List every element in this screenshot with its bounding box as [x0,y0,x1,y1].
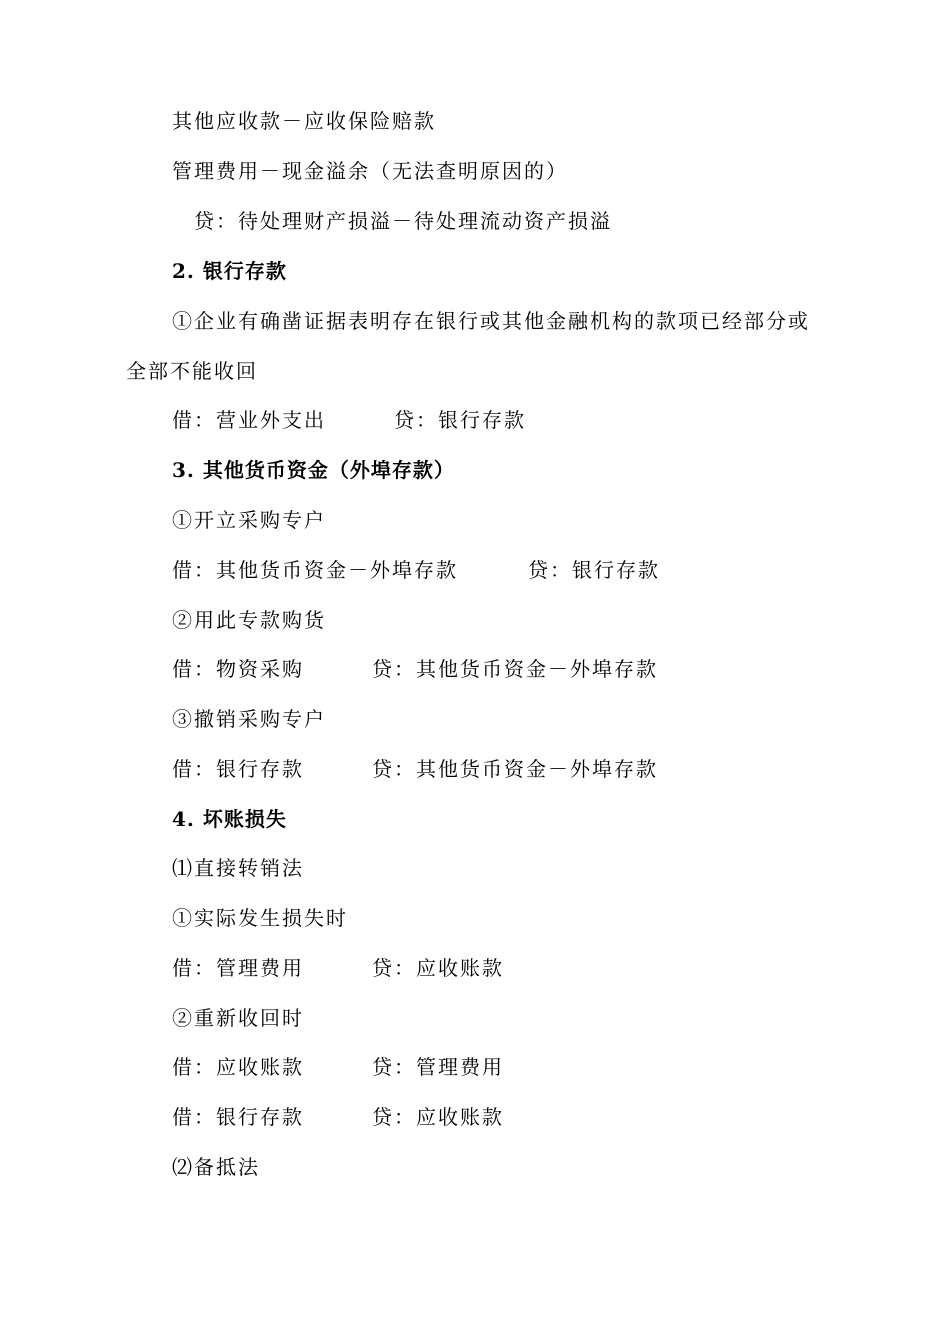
text-line: 管理费用－现金溢余（无法查明原因的） [172,159,568,183]
debit-text: 借：物资采购 [172,657,304,681]
text-line: 贷：待处理财产损溢－待处理流动资产损溢 [194,209,612,233]
text-line: ③撤销采购专户 [172,707,326,731]
journal-entry [172,406,526,434]
credit-text: 贷：其他货币资金－外埠存款 [372,757,658,781]
text-line: ⑴直接转销法 [172,856,304,880]
text-line: ①开立采购专户 [172,508,326,532]
text-line: ②重新收回时 [172,1006,304,1030]
credit-text: 贷：应收账款 [372,956,504,980]
text-line: ①实际发生损失时 [172,906,348,930]
text-line: ②用此专款购货 [172,608,326,632]
section-heading: 4. 坏账损失 [172,807,287,831]
journal-entry [172,1053,504,1081]
debit-text: 借：营业外支出 [172,408,326,432]
journal-entry [172,556,660,584]
section-heading: 2. 银行存款 [172,259,287,283]
debit-text: 借：管理费用 [172,956,304,980]
debit-text: 借：应收账款 [172,1055,304,1079]
journal-entry [172,954,504,982]
text-line: ①企业有确凿证据表明存在银行或其他金融机构的款项已经部分或 [172,309,810,333]
journal-entry [172,1103,504,1131]
credit-text: 贷：应收账款 [372,1105,504,1129]
debit-text: 借：银行存款 [172,1105,304,1129]
journal-entry [172,655,658,683]
credit-text: 贷：银行存款 [528,558,660,582]
debit-text: 借：银行存款 [172,757,304,781]
journal-entry [172,755,658,783]
credit-text: 贷：银行存款 [394,408,526,432]
credit-text: 贷：管理费用 [372,1055,504,1079]
text-line: 全部不能收回 [126,359,258,383]
text-line: 其他应收款－应收保险赔款 [172,109,436,133]
debit-text: 借：其他货币资金－外埠存款 [172,558,458,582]
section-heading: 3. 其他货币资金（外埠存款） [172,458,455,482]
text-line: ⑵备抵法 [172,1155,260,1179]
credit-text: 贷：其他货币资金－外埠存款 [372,657,658,681]
